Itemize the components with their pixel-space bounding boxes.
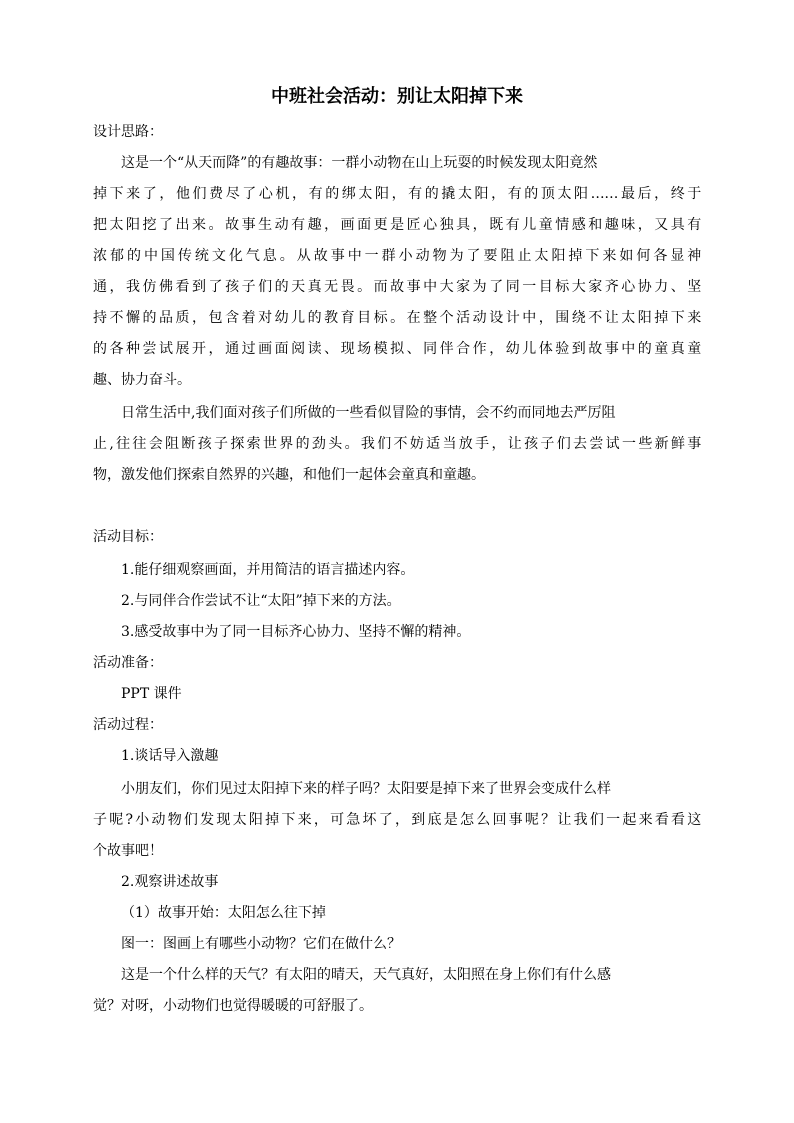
design-para2-line: 止,往往会阻断孩子探索世界的劲头。我们不妨适当放手，让孩子们去尝试一些新鲜事: [93, 436, 701, 452]
design-para1-line: 持不懈的品质，包含着对幼儿的教育目标。在整个活动设计中，围绕不让太阳掉下来: [93, 310, 701, 326]
pic1-para-line: 这是一个什么样的天气？有太阳的晴天，天气真好，太阳照在身上你们有什么感: [121, 967, 611, 983]
process-substep: （1）故事开始：太阳怎么往下掉: [121, 905, 326, 921]
design-para1-line: 趣、协力奋斗。: [93, 372, 191, 388]
goal-item: 2.与同伴合作尝试不让“太阳”掉下来的方法。: [121, 593, 401, 609]
design-para1-line: 的各种尝试展开，通过画面阅读、现场模拟、同伴合作，幼儿体验到故事中的童真童: [93, 341, 701, 357]
design-para1-line: 这是一个“从天而降”的有趣故事：一群小动物在山上玩耍的时候发现太阳竟然: [121, 155, 598, 171]
goal-item: 3.感受故事中为了同一目标齐心协力、坚持不懈的精神。: [121, 624, 471, 640]
goal-item: 1.能仔细观察画面，并用简洁的语言描述内容。: [121, 562, 415, 578]
design-para1-line: 通，我仿佛看到了孩子们的天真无畏。而故事中大家为了同一目标大家齐心协力、坚: [93, 279, 701, 295]
process-step: 1.谈话导入激趣: [121, 748, 219, 764]
design-para1-line: 掉下来了，他们费尽了心机，有的绑太阳，有的撬太阳，有的顶太阳……最后，终于: [93, 186, 701, 202]
design-para2-line: 日常生活中,我们面对孩子们所做的一些看似冒险的事情，会不约而同地去严厉阻: [121, 405, 616, 421]
section-heading-design: 设计思路：: [93, 124, 163, 140]
design-para1-line: 把太阳挖了出来。故事生动有趣，画面更是匠心独具，既有儿童情感和趣味，又具有: [93, 217, 701, 233]
step1-para-line: 子呢?小动物们发现太阳掉下来，可急坏了，到底是怎么回事呢？让我们一起来看看这: [93, 812, 701, 828]
pic1-para-line: 觉？对呀，小动物们也觉得暖暖的可舒服了。: [93, 998, 373, 1014]
step1-para-line: 小朋友们，你们见过太阳掉下来的样子吗？太阳要是掉下来了世界会变成什么样: [121, 781, 611, 797]
design-para2-line: 物，激发他们探索自然界的兴趣，和他们一起体会童真和童趣。: [93, 467, 485, 483]
section-heading-process: 活动过程：: [93, 717, 163, 733]
picture-question: 图一：图画上有哪些小动物？它们在做什么？: [121, 936, 401, 952]
section-heading-prep: 活动准备：: [93, 655, 163, 671]
section-heading-goals: 活动目标：: [93, 529, 163, 545]
document-title: 中班社会活动：别让太阳掉下来: [271, 86, 523, 107]
step1-para-line: 个故事吧！: [93, 843, 163, 859]
process-step: 2.观察讲述故事: [121, 874, 219, 890]
design-para1-line: 浓郁的中国传统文化气息。从故事中一群小动物为了要阻止太阳掉下来如何各显神: [93, 248, 701, 264]
prep-item: PPT 课件: [121, 686, 182, 702]
